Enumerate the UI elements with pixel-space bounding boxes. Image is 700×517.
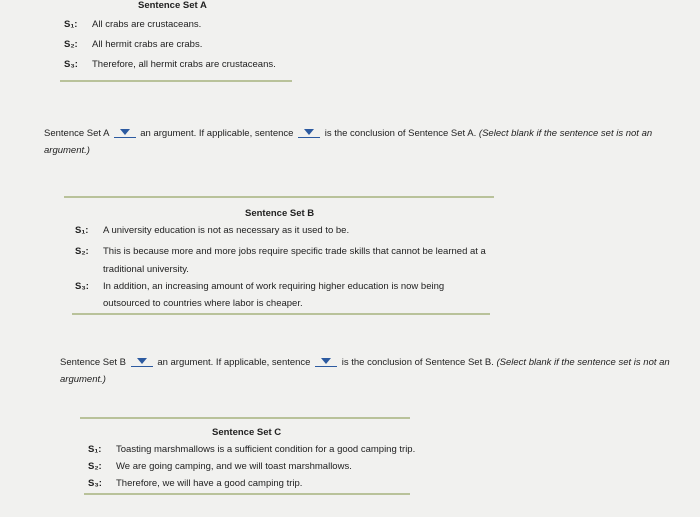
set-c-s2 <box>88 461 352 472</box>
set-b-s2 <box>75 243 488 279</box>
dropdown-triangle-icon <box>304 129 314 135</box>
set-c-divider <box>84 493 410 495</box>
sentence-label: S₂: <box>64 39 78 50</box>
question-a-text-1: Sentence Set A <box>44 128 109 139</box>
set-c-top-divider <box>80 417 410 419</box>
set-a-divider <box>60 80 292 82</box>
sentence-label: S₂: <box>88 461 102 472</box>
question-b-hint: (Select blank if the sentence set is not an argument.) <box>60 357 670 385</box>
question-b <box>60 354 670 388</box>
set-a-s3 <box>64 59 276 70</box>
sentence-label: S₁: <box>88 444 102 455</box>
sentence-label: S₂: <box>75 246 89 257</box>
set-a-s2 <box>64 39 202 50</box>
sentence-label: S₃: <box>88 478 102 489</box>
question-b-text-2: an argument. If applicable, sentence <box>157 357 311 368</box>
sentence-text: All crabs are crustaceans. <box>92 19 202 30</box>
set-b-argument-dropdown[interactable] <box>131 356 153 367</box>
set-a-title: Sentence Set A <box>138 0 207 11</box>
set-a-argument-dropdown[interactable] <box>114 127 136 138</box>
question-b-text-3: is the conclusion of Sentence Set B. <box>341 357 494 368</box>
set-b-title: Sentence Set B <box>245 208 315 219</box>
question-a-hint: (Select blank if the sentence set is not an argument.) <box>44 128 653 156</box>
set-b-conclusion-dropdown[interactable] <box>315 356 337 367</box>
set-c-s1 <box>88 444 415 455</box>
sentence-text: Therefore, we will have a good camping trip. <box>116 478 303 489</box>
set-a-s1 <box>64 19 201 30</box>
sentence-label: S₁: <box>75 225 89 236</box>
set-c-s3 <box>88 478 302 489</box>
set-b-s3 <box>75 278 458 312</box>
sentence-text: We are going camping, and we will toast marshmallows. <box>116 461 352 472</box>
sentence-text: Toasting marshmallows is a sufficient condition for a good camping trip. <box>116 444 416 455</box>
set-b-s1 <box>75 225 493 236</box>
sentence-text: Therefore, all hermit crabs are crustaceans. <box>92 59 276 70</box>
sentence-text: In addition, an increasing amount of work requiring higher education is now being outsourced to countries where labor is cheaper. <box>103 281 445 309</box>
set-a-conclusion-dropdown[interactable] <box>298 127 320 138</box>
question-b-text-1: Sentence Set B <box>60 357 127 368</box>
set-c-title: Sentence Set C <box>212 427 282 438</box>
sentence-text: All hermit crabs are crabs. <box>92 39 203 50</box>
question-a-text-2: an argument. If applicable, sentence <box>140 128 294 139</box>
sentence-label: S₃: <box>64 59 78 70</box>
set-b-divider <box>72 313 490 315</box>
dropdown-triangle-icon <box>120 129 130 135</box>
sentence-text: A university education is not as necessary as it used to be. <box>103 225 350 236</box>
question-a <box>44 125 674 159</box>
sentence-text: This is because more and more jobs require specific trade skills that cannot be learned at a traditional university. <box>103 246 486 275</box>
dropdown-triangle-icon <box>321 358 331 364</box>
sentence-label: S₁: <box>64 19 78 30</box>
sentence-label: S₃: <box>75 281 89 292</box>
question-a-text-3: is the conclusion of Sentence Set A. <box>324 128 477 139</box>
set-b-top-divider <box>64 196 494 198</box>
dropdown-triangle-icon <box>137 358 147 364</box>
